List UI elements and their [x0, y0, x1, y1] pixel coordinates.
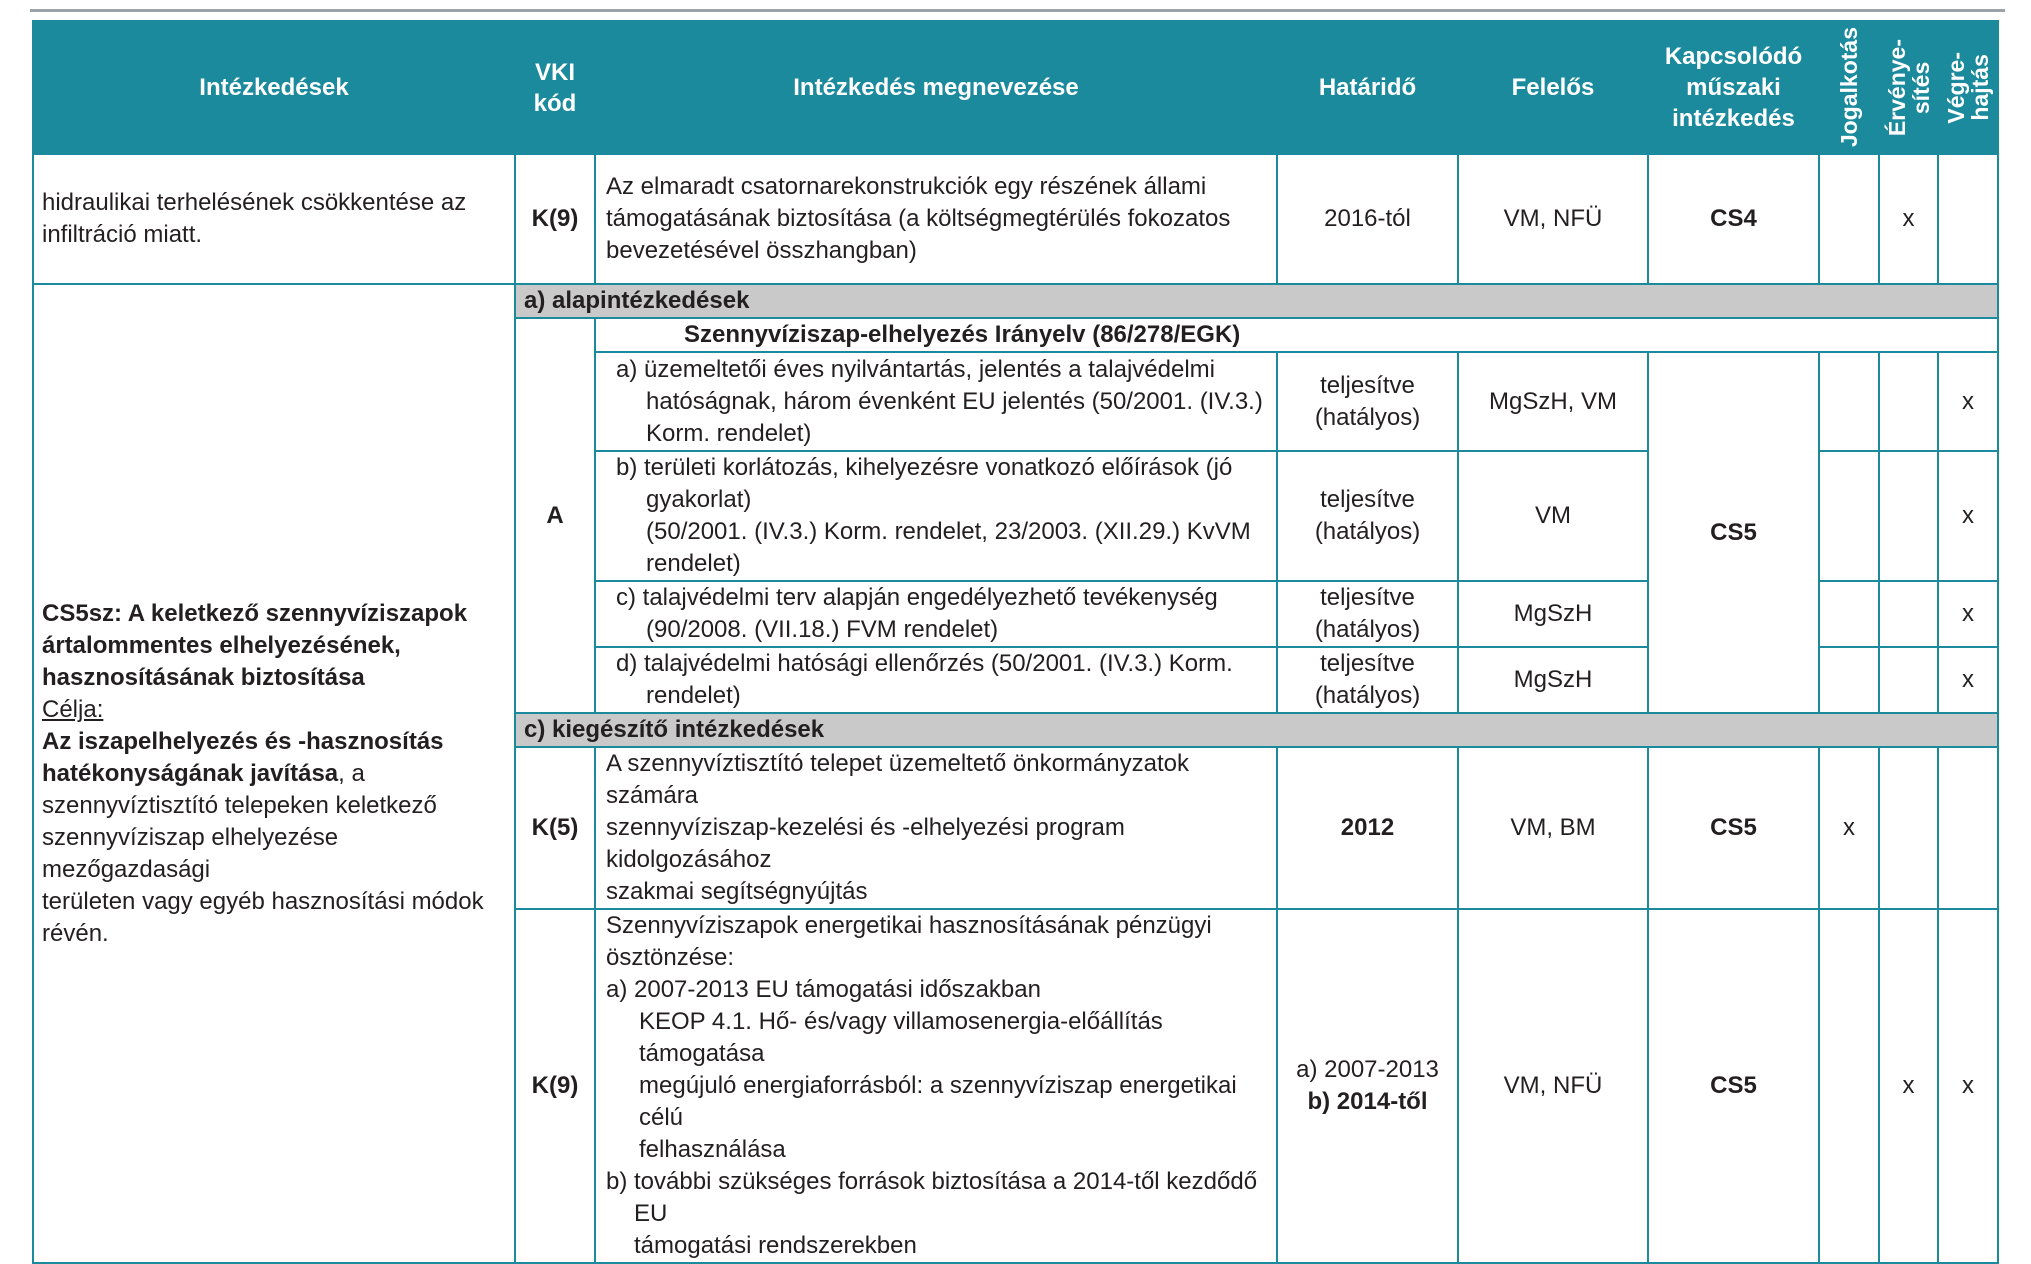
- vegrehajtas-mark: x: [1938, 909, 1998, 1263]
- jogalkotas-mark: [1819, 352, 1879, 451]
- intezkedes-megnevezese-cell: c) talajvédelmi terv alapján engedélyezhető tevékenység (90/2008. (VII.18.) FVM rendelet): [595, 581, 1277, 647]
- header-kapcsolodo: Kapcsolódó műszaki intézkedés: [1648, 21, 1819, 154]
- header-ervenyesites: Érvénye- sítés: [1879, 21, 1938, 154]
- jogalkotas-mark: [1819, 647, 1879, 713]
- jogalkotas-mark: [1819, 909, 1879, 1263]
- vegrehajtas-mark: x: [1938, 352, 1998, 451]
- vegrehajtas-mark: [1938, 747, 1998, 909]
- jogalkotas-mark: [1819, 154, 1879, 284]
- header-felelos: Felelős: [1458, 21, 1648, 154]
- vki-kod-cell: A: [515, 318, 595, 713]
- vki-kod-cell: K(9): [515, 154, 595, 284]
- cs5-intezkedes-cell: CS5sz: A keletkező szennyvíziszapok ártalommentes elhelyezésének, hasznosításának biztosítása Célja: Az iszapelhelyezés és -hasznosítás hatékonyságának javítása, a szennyvíztisztító telepeken keletkező szennyvíziszap elhelyezése mezőgazdasági területen vagy egyéb hasznosítási módok révén.: [33, 284, 515, 1263]
- intezkedes-cell: hidraulikai terhelésének csökkentése az infiltráció miatt.: [33, 154, 515, 284]
- kapcsolodo-cell: CS4: [1648, 154, 1819, 284]
- hatarido-cell: teljesítve (hatályos): [1277, 451, 1458, 581]
- ervenyesites-mark: x: [1879, 909, 1938, 1263]
- jogalkotas-mark: x: [1819, 747, 1879, 909]
- kapcsolodo-cell: CS5: [1648, 909, 1819, 1263]
- header-intezkedes-megnevezese: Intézkedés megnevezése: [595, 21, 1277, 154]
- kapcsolodo-cell: CS5: [1648, 747, 1819, 909]
- intezkedes-megnevezese-cell: Szennyvíziszapok energetikai hasznosításának pénzügyi ösztönzése: a) 2007-2013 EU támogatási időszakban KEOP 4.1. Hő- és/vagy villamosenergia-előállítás támogatása megújuló energiaforrásból: a szennyvíziszap energetikai célú felhasználása b) további szükséges források biztosítása a 2014-től kezdődő EU támogatási rendszerekben: [595, 909, 1277, 1263]
- table-row: [33, 154, 1998, 284]
- ervenyesites-mark: x: [1879, 154, 1938, 284]
- hatarido-cell: teljesítve (hatályos): [1277, 581, 1458, 647]
- jogalkotas-mark: [1819, 451, 1879, 581]
- felelos-cell: MgSzH: [1458, 581, 1648, 647]
- vegrehajtas-mark: x: [1938, 581, 1998, 647]
- vki-kod-cell: K(5): [515, 747, 595, 909]
- header-vki-kod: VKI kód: [515, 21, 595, 154]
- vki-kod-cell: K(9): [515, 909, 595, 1263]
- felelos-cell: VM, NFÜ: [1458, 154, 1648, 284]
- section-a-row: [33, 284, 1998, 318]
- header-vegrehajtas: Végre- hajtás: [1938, 21, 1998, 154]
- ervenyesites-mark: [1879, 747, 1938, 909]
- intezkedes-megnevezese-cell: A szennyvíztisztító telepet üzemeltető önkormányzatok számára szennyvíziszap-kezelési és -elhelyezési program kidolgozásához szakmai segítségnyújtás: [595, 747, 1277, 909]
- measures-table: [32, 20, 1999, 1264]
- felelos-cell: VM: [1458, 451, 1648, 581]
- ervenyesites-mark: [1879, 451, 1938, 581]
- section-c-label: c) kiegészítő intézkedések: [515, 713, 1998, 747]
- ervenyesites-mark: [1879, 647, 1938, 713]
- felelos-cell: MgSzH, VM: [1458, 352, 1648, 451]
- hatarido-cell: 2016-tól: [1277, 154, 1458, 284]
- felelos-cell: VM, NFÜ: [1458, 909, 1648, 1263]
- intezkedes-megnevezese-cell: a) üzemeltetői éves nyilvántartás, jelentés a talajvédelmi hatóságnak, három évenként EU jelentés (50/2001. (IV.3.) Korm. rendelet): [595, 352, 1277, 451]
- header-intezkedesek: Intézkedések: [33, 21, 515, 154]
- vegrehajtas-mark: x: [1938, 451, 1998, 581]
- intezkedes-megnevezese-cell: d) talajvédelmi hatósági ellenőrzés (50/2001. (IV.3.) Korm. rendelet): [595, 647, 1277, 713]
- jogalkotas-mark: [1819, 581, 1879, 647]
- kapcsolodo-cell: CS5: [1648, 352, 1819, 713]
- hatarido-cell: teljesítve (hatályos): [1277, 352, 1458, 451]
- ervenyesites-mark: [1879, 352, 1938, 451]
- section-a-label: a) alapintézkedések: [515, 284, 1998, 318]
- top-border-strip: [30, 0, 2005, 12]
- directive-subheader: Szennyvíziszap-elhelyezés Irányelv (86/278/EGK): [595, 318, 1998, 352]
- hatarido-cell: a) 2007-2013 b) 2014-től: [1277, 909, 1458, 1263]
- header-jogalkotas: Jogalkotás: [1819, 21, 1879, 154]
- hatarido-cell: 2012: [1277, 747, 1458, 909]
- ervenyesites-mark: [1879, 581, 1938, 647]
- header-hatarido: Határidő: [1277, 21, 1458, 154]
- header-row: [33, 21, 1998, 154]
- felelos-cell: MgSzH: [1458, 647, 1648, 713]
- intezkedes-megnevezese-cell: Az elmaradt csatornarekonstrukciók egy részének állami támogatásának biztosítása (a költségmegtérülés fokozatos bevezetésével összhangban): [595, 154, 1277, 284]
- vegrehajtas-mark: x: [1938, 647, 1998, 713]
- intezkedes-megnevezese-cell: b) területi korlátozás, kihelyezésre vonatkozó előírások (jó gyakorlat) (50/2001. (IV.3.) Korm. rendelet, 23/2003. (XII.29.) KvVM rendelet): [595, 451, 1277, 581]
- hatarido-cell: teljesítve (hatályos): [1277, 647, 1458, 713]
- vegrehajtas-mark: [1938, 154, 1998, 284]
- felelos-cell: VM, BM: [1458, 747, 1648, 909]
